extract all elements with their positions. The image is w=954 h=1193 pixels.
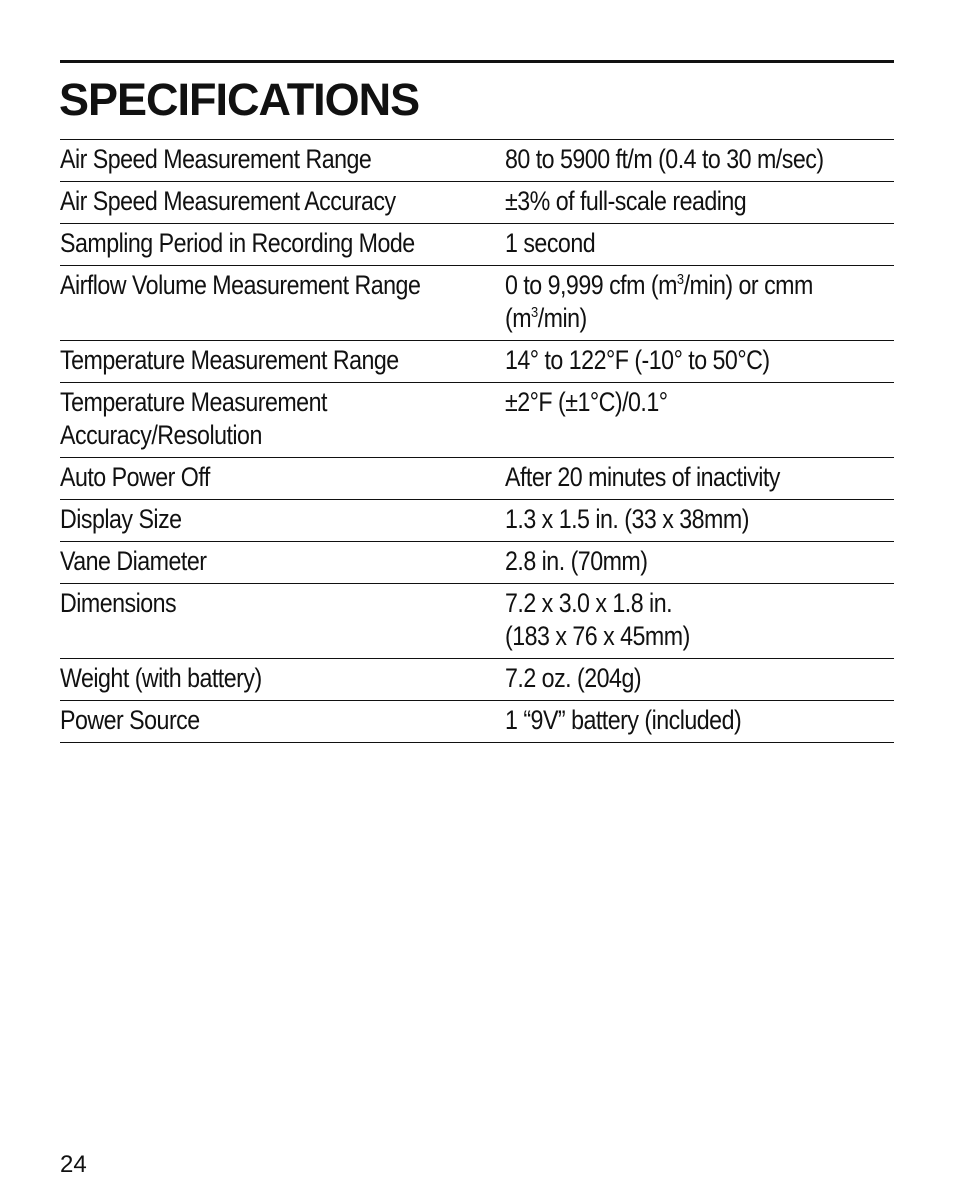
spec-label: Power Source (60, 705, 200, 735)
table-row (60, 224, 894, 266)
spec-value: 1 “9V” battery (included) (505, 705, 742, 735)
table-row (60, 383, 894, 458)
top-rule (60, 60, 894, 63)
spec-value: 1 second (505, 228, 596, 258)
spec-label: Airflow Volume Measurement Range (60, 270, 421, 300)
specifications-page (60, 60, 894, 743)
spec-value: 7.2 x 3.0 x 1.8 in. (183 x 76 x 45mm) (505, 588, 690, 651)
spec-value: After 20 minutes of inactivity (505, 462, 780, 492)
page-number: 24 (60, 1151, 87, 1178)
table-row (60, 341, 894, 383)
table-row (60, 659, 894, 701)
table-row (60, 500, 894, 542)
spec-label: Temperature Measurement Range (60, 345, 399, 375)
spec-label: Sampling Period in Recording Mode (60, 228, 415, 258)
spec-value: 1.3 x 1.5 in. (33 x 38mm) (505, 504, 749, 534)
spec-label: Air Speed Measurement Accuracy (60, 186, 396, 216)
spec-value: ±3% of full-scale reading (505, 186, 747, 216)
spec-value: 0 to 9,999 cfm $(m^3/\min)$ or cmm $(m^3/\min)$ (505, 270, 813, 333)
spec-label: Air Speed Measurement Range (60, 144, 372, 174)
spec-label: Temperature Measurement Accuracy/Resolution (60, 387, 327, 450)
spec-value: 80 to 5900 ft/m (0.4 to 30 m/sec) (505, 144, 824, 174)
page-title: SPECIFICATIONS (59, 74, 420, 125)
table-row (60, 458, 894, 500)
table-row (60, 701, 894, 743)
spec-label: Dimensions (60, 588, 177, 618)
spec-label: Vane Diameter (60, 546, 207, 576)
table-row (60, 140, 894, 182)
table-row (60, 542, 894, 584)
specifications-table (60, 139, 894, 743)
spec-value: ±2°F (±1°C)/0.1° (505, 387, 668, 417)
spec-value: 7.2 oz. (204g) (505, 663, 642, 693)
spec-label: Weight (with battery) (60, 663, 262, 693)
spec-label: Display Size (60, 504, 182, 534)
table-row (60, 182, 894, 224)
table-row (60, 584, 894, 659)
spec-value: 2.8 in. (70mm) (505, 546, 648, 576)
spec-label: Auto Power Off (60, 462, 210, 492)
table-row (60, 266, 894, 341)
spec-value: 14° to 122°F (-10° to 50°C) (505, 345, 770, 375)
